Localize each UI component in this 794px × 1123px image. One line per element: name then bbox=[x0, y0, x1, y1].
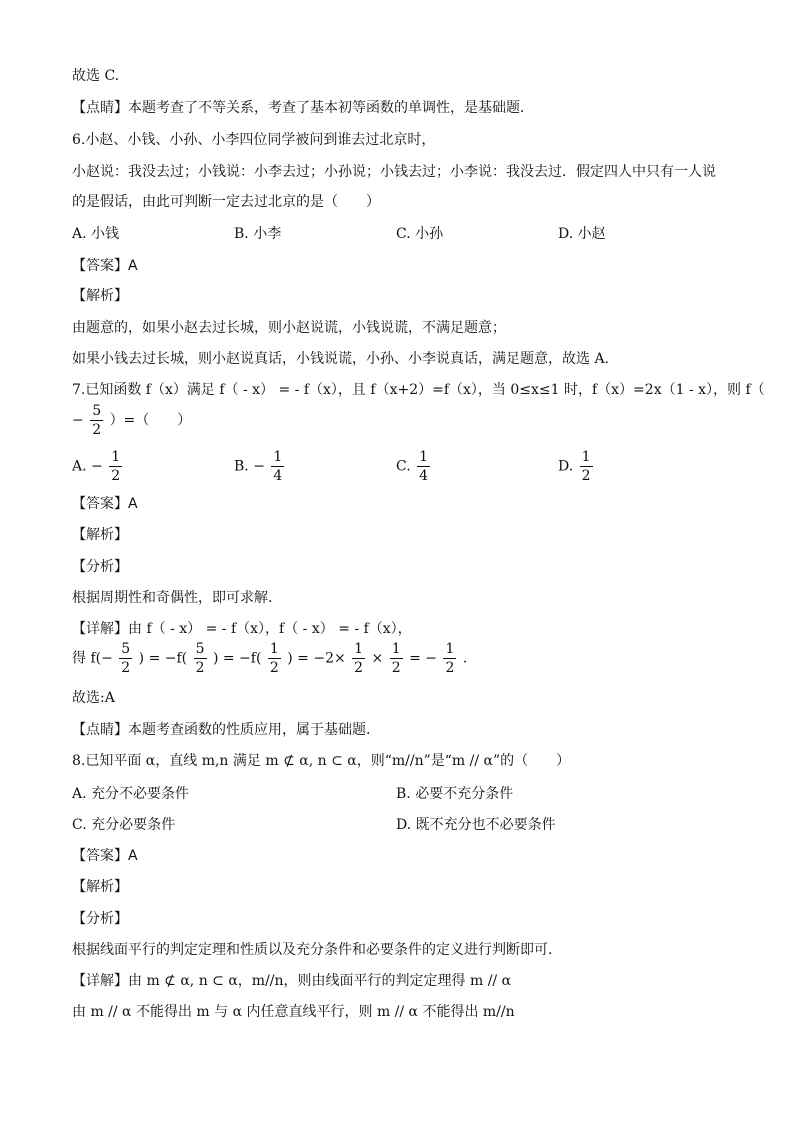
minus-sign: − bbox=[72, 412, 84, 429]
option-a: A. − $\frac{1}{2}$ bbox=[72, 449, 121, 484]
option-c: C. 小孙 bbox=[396, 226, 444, 242]
option-a: A. 充分不必要条件 bbox=[72, 786, 190, 802]
fraction: $\frac{1}{2}$ bbox=[391, 641, 401, 676]
text-line: 【详解】由 m ⊄ α, n ⊂ α，m//n，则由线面平行的判定定理得 m // α bbox=[72, 973, 512, 989]
text-line: 【点睛】本题考查函数的性质应用，属于基础题. bbox=[72, 722, 371, 738]
fraction: $\frac{1}{2}$ bbox=[581, 449, 591, 484]
option-c: C. 充分必要条件 bbox=[72, 817, 176, 833]
question-8-stem: 8.已知平面 α，直线 m,n 满足 m ⊄ α, n ⊂ α，则“m//n”是“m // α”的（ ） bbox=[72, 753, 571, 769]
math-expression: − $\frac{5}{2}$ ）=（ ） bbox=[72, 403, 192, 438]
analysis-subtitle: 【分析】 bbox=[72, 911, 128, 927]
fraction: $\frac{5}{2}$ bbox=[195, 641, 205, 676]
fraction: $\frac{1}{4}$ bbox=[273, 449, 283, 484]
question-7-stem: 7.已知函数 f（x）满足 f（ - x） = - f（x），且 f（x+2）=f（x），当 0≤x≤1 时，f（x）=2x（1 - x），则 f（ bbox=[72, 382, 765, 398]
math-derivation: 得 f(− $\frac{5}{2}$ ) = −f( $\frac{5}{2}$ ) = −f( $\frac{1}{2}$ ) = −2× $\frac{1}{2}$ × $\frac{1}{2}$ = − $\frac{1}{2}$ . bbox=[72, 641, 468, 676]
text-line: 故选 C. bbox=[72, 68, 120, 84]
option-d: D. 既不充分也不必要条件 bbox=[396, 817, 556, 833]
text-line: 的是假话，由此可判断一定去过北京的是（ ） bbox=[72, 194, 380, 210]
text-line: 【详解】由 f（ - x） = - f（x），f（ - x） = - f（x）， bbox=[72, 621, 412, 637]
analysis-label: 【解析】 bbox=[72, 879, 128, 895]
fraction: $\frac{1}{2}$ bbox=[269, 641, 279, 676]
fraction: $\frac{1}{2}$ bbox=[445, 641, 455, 676]
text-line: 根据线面平行的判定定理和性质以及充分条件和必要条件的定义进行判断即可. bbox=[72, 942, 553, 958]
option-b: B. 小李 bbox=[234, 226, 282, 242]
answer-label: 【答案】A bbox=[72, 496, 138, 512]
text-line: 根据周期性和奇偶性，即可求解. bbox=[72, 590, 273, 606]
text-line: 故选:A bbox=[72, 690, 115, 706]
analysis-label: 【解析】 bbox=[72, 288, 128, 304]
fraction: $\frac{1}{2}$ bbox=[354, 641, 364, 676]
analysis-subtitle: 【分析】 bbox=[72, 559, 128, 575]
fraction: $\frac{5}{2}$ bbox=[121, 641, 131, 676]
question-6-stem: 6.小赵、小钱、小孙、小李四位同学被问到谁去过北京时， bbox=[72, 132, 436, 148]
answer-label: 【答案】A bbox=[72, 848, 138, 864]
fraction: $\frac{1}{2}$ bbox=[111, 449, 121, 484]
option-a: A. 小钱 bbox=[72, 226, 120, 242]
fraction: $\frac{1}{4}$ bbox=[419, 449, 429, 484]
answer-label: 【答案】A bbox=[72, 258, 138, 274]
text-line: 如果小钱去过长城，则小赵说真话，小钱说谎，小孙、小李说真话，满足题意，故选 A. bbox=[72, 351, 610, 367]
option-d: D. 小赵 bbox=[558, 226, 606, 242]
text-line: 【点睛】本题考查了不等关系，考查了基本初等函数的单调性，是基础题． bbox=[72, 100, 534, 116]
text-line: 由 m // α 不能得出 m 与 α 内任意直线平行，则 m // α 不能得出 m//n bbox=[72, 1004, 515, 1020]
option-c: C. $\frac{1}{4}$ bbox=[396, 449, 429, 484]
text-line: 小赵说：我没去过；小钱说：小李去过；小孙说；小钱去过；小李说：我没去过．假定四人中只有一人说 bbox=[72, 164, 716, 180]
option-b: B. 必要不充分条件 bbox=[396, 786, 514, 802]
text-line: 由题意的，如果小赵去过长城，则小赵说谎，小钱说谎，不满足题意； bbox=[72, 320, 506, 336]
option-b: B. − $\frac{1}{4}$ bbox=[234, 449, 283, 484]
analysis-label: 【解析】 bbox=[72, 527, 128, 543]
fraction: $\frac{5}{2}$ bbox=[92, 403, 102, 438]
option-d: D. $\frac{1}{2}$ bbox=[558, 449, 591, 484]
